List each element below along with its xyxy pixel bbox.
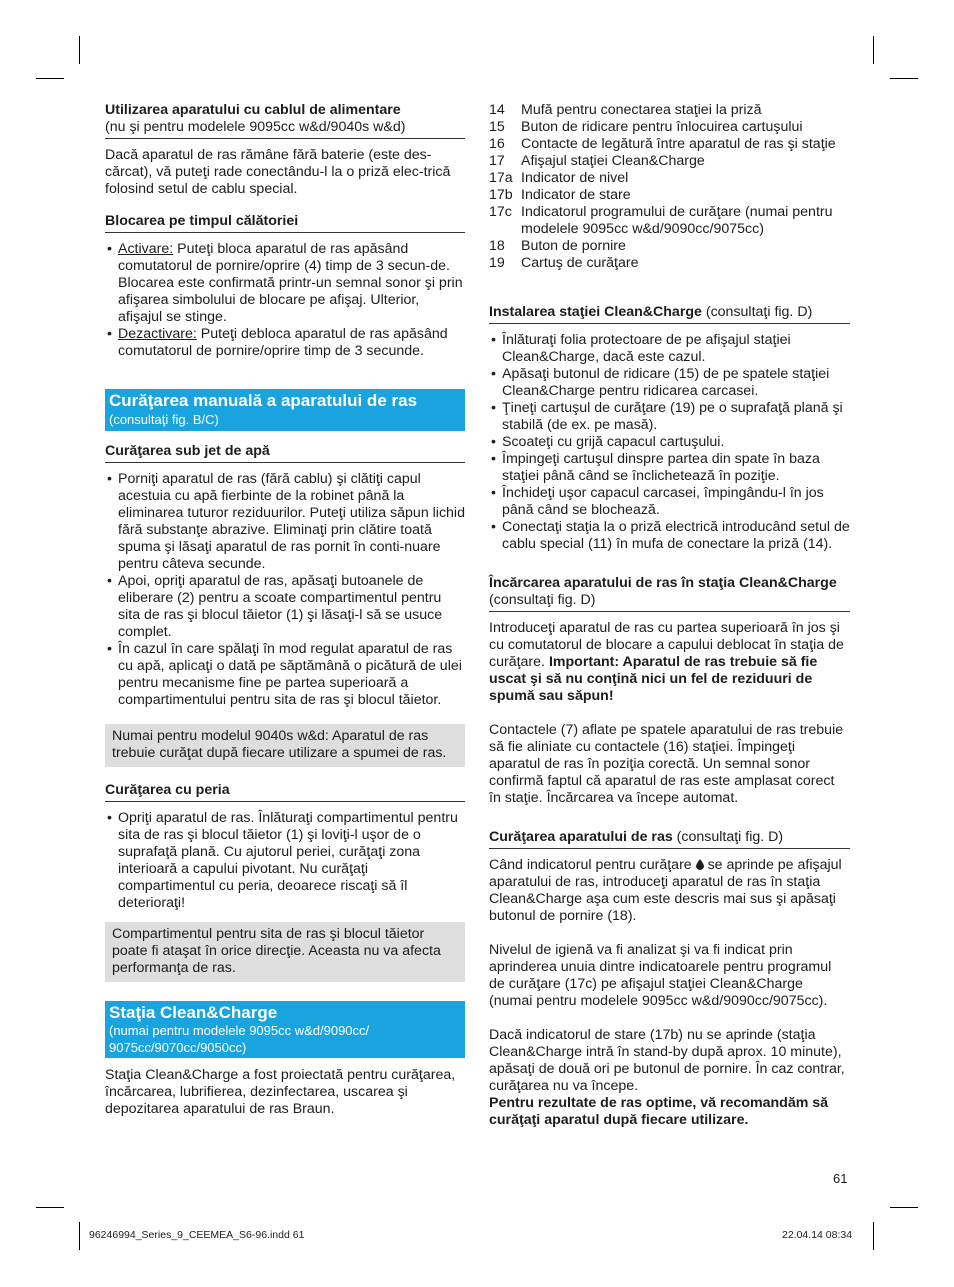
paragraph: Dacă aparatul de ras rămâne fără baterie (este des-cărcat), vă puteţi rade conectându-l la o priză elec-trică folosind setul de cablu special.	[105, 147, 451, 197]
heading-text: Curăţarea aparatului de ras	[489, 829, 673, 845]
heading-ref: (consultaţi fig. D)	[672, 829, 784, 845]
part-number: 17b	[489, 187, 513, 203]
parts-list-item	[489, 170, 850, 187]
bullet-list	[105, 241, 465, 360]
paragraph: Contactele (7) aflate pe spatele aparatului de ras trebuie să fie aliniate cu contactele (16) staţiei. Împingeţi aparatul de ras în poziţia corectă. Un semnal sonor confirmă faptul că aparatul de ras este amplasat corect în staţie. Încărcarea va începe automat.	[489, 722, 844, 806]
list-item: • Apăsaţi butonul de ridicare (15) de pe spatele staţiei Clean&Charge pentru ridicarea carcasei.	[489, 366, 850, 400]
crop-mark	[79, 1222, 80, 1250]
heading-ref: (consultaţi fig. D)	[489, 592, 596, 608]
heading-text: Încărcarea aparatului de ras în staţia Clean&Charge	[489, 575, 837, 591]
parts-list-item	[489, 102, 850, 119]
crop-mark	[890, 1207, 918, 1208]
parts-list-item	[489, 204, 850, 238]
crop-mark	[873, 36, 874, 64]
note-box: Numai pentru modelul 9040s w&d: Aparatul de ras trebuie curăţat după fiecare utilizare a spumei de ras.	[105, 724, 465, 767]
paragraph: Nivelul de igienă va fi analizat şi va fi indicat prin aprinderea unuia dintre indicatoarele pentru programul de curăţare (17c) pe afişajul staţiei Clean&Charge (numai pentru modelele 9095cc w&d/9090cc/9075cc).	[489, 942, 832, 1009]
crop-mark	[873, 1222, 874, 1250]
list-item: • Ţineţi cartuşul de curăţare (19) pe o suprafaţă plană şi stabilă (de ex. pe masă).	[489, 400, 850, 434]
page-number: 61	[833, 1171, 848, 1186]
section-heading-cable	[105, 102, 465, 139]
heading-subtext: (nu şi pentru modelele 9095cc w&d/9040s w&d)	[105, 119, 406, 135]
bullet-list	[489, 332, 850, 553]
crop-mark	[36, 78, 64, 79]
parts-list-item	[489, 238, 850, 255]
list-item: • Înlăturaţi folia protectoare de pe afişajul staţiei Clean&Charge, dacă este cazul.	[489, 332, 850, 366]
section-heading-shaver-cleaning	[489, 829, 850, 849]
part-description: Indicator de nivel	[521, 170, 629, 186]
note-box: Compartimentul pentru sita de ras şi blocul tăietor poate fi ataşat în orice direcţie. Aceasta nu va afecta performanţa de ras.	[105, 922, 465, 982]
list-item: • În cazul în care spălaţi în mod regulat aparatul de ras cu apă, aplicaţi o dată pe săptămână o picătură de ulei pentru mecanisme fine pe partea superioară a compartimentului pentru sita de ras şi blocul tăietor.	[105, 641, 465, 709]
paragraph-emphasis: Pentru rezultate de ras optime, vă recomandăm să curăţaţi aparatul după fiecare utilizare.	[489, 1095, 829, 1128]
part-description: Buton de pornire	[521, 238, 626, 254]
part-number: 19	[489, 255, 505, 271]
section-heading-travel-lock: Blocarea pe timpul călătoriei	[105, 213, 465, 233]
paragraph	[489, 620, 850, 705]
part-number: 17c	[489, 204, 512, 220]
paragraph-emphasis: Important: Aparatul de ras trebuie să fie uscat şi să nu conţină nici un fel de reziduuri de spumă sau săpun!	[489, 654, 818, 704]
part-description: Indicatorul programului de curăţare (numai pentru modelele 9095cc w&d/9090cc/9075cc)	[521, 204, 833, 237]
parts-list-item	[489, 153, 850, 170]
part-number: 15	[489, 119, 505, 135]
section-heading-charging	[489, 575, 850, 612]
section-band-manual-cleaning	[105, 389, 465, 431]
list-item: • Împingeţi cartuşul dinspre partea din spate în baza staţiei până când se înclichetează în poziţie.	[489, 451, 850, 485]
heading-text: Utilizarea aparatului cu cablul de alimentare	[105, 102, 401, 118]
item-text: Puteţi bloca aparatul de ras apăsând comutatorul de pornire/oprire (4) timp de 3 secun-de. Blocarea este confirmată printr-un semnal sonor şi prin afişarea simbolului de blocare pe afişaj. Ulterior, afişajul se stinge.	[118, 241, 463, 325]
part-description: Cartuş de curăţare	[521, 255, 639, 271]
parts-list	[489, 102, 850, 272]
paragraph	[489, 857, 850, 925]
part-number: 17a	[489, 170, 513, 186]
paragraph-text: Introduceţi aparatul de ras cu partea superioară în jos şi cu comutatorul de blocare a capului deblocat în staţia de curăţare.	[489, 620, 844, 670]
paragraph-text: se aprinde pe afişajul aparatului de ras, introduceţi aparatul de ras în staţia Clean&Charge aşa cum este descris mai sus şi apăsaţi butonul de pornire (18).	[489, 857, 842, 924]
section-heading-brush-cleaning: Curăţarea cu peria	[105, 782, 465, 802]
parts-list-item	[489, 255, 850, 272]
list-item: • Conectaţi staţia la o priză electrică introducând setul de cablu special (11) în mufa de conectare la priză (14).	[489, 519, 850, 553]
list-item: • Opriţi aparatul de ras. Înlăturaţi compartimentul pentru sita de ras şi blocul tăietor (1) şi loviţi-l uşor de o suprafaţă plană. Cu ajutorul periei, curăţaţi zona interioară a capului pivotant. Nu curăţaţi compartimentul cu peria, deoarece riscaţi să îl deterioraţi!	[105, 810, 465, 912]
item-label: Dezactivare:	[118, 326, 197, 342]
part-number: 14	[489, 102, 505, 118]
heading-text: Instalarea staţiei Clean&Charge	[489, 304, 702, 320]
list-item: • Închideţi uşor capacul carcasei, împingându-l în jos până când se blochează.	[489, 485, 850, 519]
list-item	[105, 241, 465, 326]
list-item	[105, 326, 465, 360]
part-description: Afişajul staţiei Clean&Charge	[521, 153, 705, 169]
list-item: • Apoi, opriţi aparatul de ras, apăsaţi butoanele de eliberare (2) pentru a scoate compartimentul pentru sita de ras şi blocul tăietor (1) şi lăsaţi-l să se usuce complet.	[105, 573, 465, 641]
part-description: Mufă pentru conectarea staţiei la priză	[521, 102, 762, 118]
part-description: Contacte de legătură între aparatul de ras şi staţie	[521, 136, 836, 152]
paragraph-text: Dacă indicatorul de stare (17b) nu se aprinde (staţia Clean&Charge intră în stand-by după aprox. 10 minute), apăsaţi de două ori pe butonul de pornire. În caz contrar, curăţarea nu va începe.	[489, 1027, 845, 1094]
crop-mark	[890, 78, 918, 79]
band-title: Curăţarea manuală a aparatului de ras	[109, 391, 418, 410]
parts-list-item	[489, 119, 850, 136]
crop-mark	[79, 36, 80, 64]
paragraph	[489, 1027, 850, 1129]
band-subtitle: (numai pentru modelele 9095cc w&d/9090cc/ 9075cc/9070cc/9050cc)	[109, 1023, 370, 1055]
part-description: Indicator de stare	[521, 187, 631, 203]
list-item: • Scoateţi cu grijă capacul cartuşului.	[489, 434, 850, 451]
section-heading-water-cleaning: Curăţarea sub jet de apă	[105, 443, 465, 463]
paragraph-text: Când indicatorul pentru curăţare	[489, 857, 696, 873]
band-title: Staţia Clean&Charge	[109, 1003, 278, 1022]
parts-list-item	[489, 187, 850, 204]
bullet-list	[105, 471, 465, 709]
part-number: 17	[489, 153, 505, 169]
drop-icon	[696, 859, 704, 870]
section-band-clean-charge	[105, 1001, 465, 1058]
list-item: • Porniţi aparatul de ras (fără cablu) şi clătiţi capul acestuia cu apă fierbinte de la robinet până la eliminarea tuturor reziduurilor. Puteţi utiliza săpun lichid fără substanţe abrazive. Eliminaţi prin clătire toată spuma şi lăsaţi aparatul de ras pornit în conti-nuare pentru câteva secunde.	[105, 471, 465, 573]
bullet-list	[105, 810, 465, 912]
footer-timestamp: 22.04.14 08:34	[782, 1229, 853, 1241]
heading-ref: (consultaţi fig. D)	[701, 304, 813, 320]
band-subtitle: (consultaţi fig. B/C)	[109, 412, 219, 427]
section-heading-install-station	[489, 304, 850, 324]
part-number: 18	[489, 238, 505, 254]
left-column	[105, 102, 465, 1118]
part-description: Buton de ridicare pentru înlocuirea cartuşului	[521, 119, 803, 135]
paragraph: Staţia Clean&Charge a fost proiectată pentru curăţarea, încărcarea, lubrifierea, dezinfectarea, uscarea şi depozitarea aparatului de ras Braun.	[105, 1067, 456, 1117]
item-text: Puteţi debloca aparatul de ras apăsând comutatorul de pornire/oprire timp de 3 secunde.	[118, 326, 448, 359]
part-number: 16	[489, 136, 505, 152]
footer-file-info: 96246994_Series_9_CEEMEA_S6-96.indd 61	[89, 1229, 305, 1241]
item-label: Activare:	[118, 241, 174, 257]
right-column	[489, 102, 850, 1129]
crop-mark	[36, 1207, 64, 1208]
parts-list-item	[489, 136, 850, 153]
